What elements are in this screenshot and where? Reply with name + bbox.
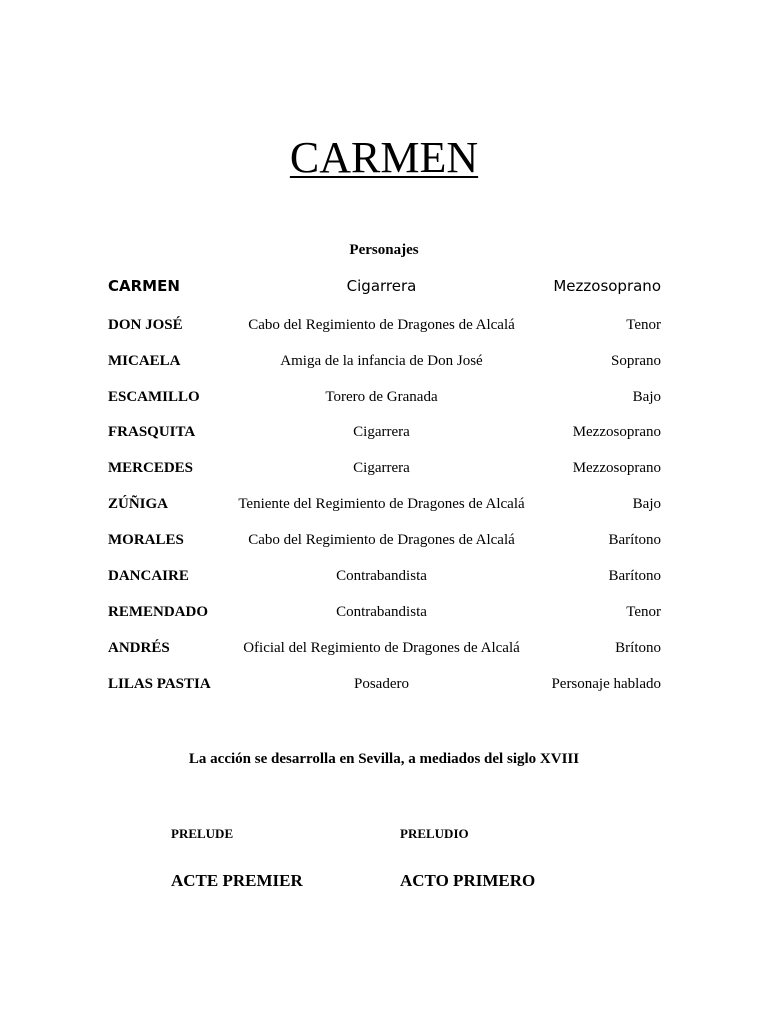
cast-row [108,421,661,443]
voice-type: Brítono [615,640,661,656]
character-role: Teniente del Regimiento de Dragones de Alcalá [238,496,525,512]
voice-type: Mezzosoprano [572,424,661,440]
character-name: ZÚÑIGA [108,496,169,512]
cast-row [108,637,661,659]
voice-type: Barítono [608,532,661,548]
character-name: DON JOSÉ [108,317,183,333]
voice-type: Soprano [611,353,661,369]
cast-row [108,275,661,297]
prelude-label-french: PRELUDE [171,826,234,841]
cast-row [108,529,661,551]
character-role: Cigarrera [353,424,410,440]
act-label-spanish: ACTO PRIMERO [400,871,536,890]
voice-type: Mezzosoprano [553,277,661,295]
voice-type: Barítono [608,568,661,584]
voice-type: Bajo [632,496,661,512]
voice-type: Tenor [626,317,661,333]
cast-row [108,350,661,372]
page-title: CARMEN [289,133,479,182]
character-name: REMENDADO [108,604,208,620]
cast-row [108,457,661,479]
character-role: Cabo del Regimiento de Dragones de Alcalá [248,317,515,333]
setting-note: La acción se desarrolla en Sevilla, a mediados del siglo XVIII [188,751,580,767]
character-name: MICAELA [108,353,181,369]
cast-row [108,565,661,587]
character-name: ESCAMILLO [108,389,200,405]
character-role: Cigarrera [353,460,410,476]
character-name: FRASQUITA [108,424,196,440]
voice-type: Bajo [632,389,661,405]
cast-row [108,314,661,336]
character-name: MERCEDES [108,460,194,476]
voice-type: Personaje hablado [551,676,661,692]
character-role: Amiga de la infancia de Don José [280,353,483,369]
character-name: LILAS PASTIA [108,676,211,692]
character-role: Oficial del Regimiento de Dragones de Alcalá [243,640,520,656]
character-role: Cigarrera [346,277,417,295]
character-role: Posadero [354,676,409,692]
character-role: Contrabandista [336,604,427,620]
voice-type: Mezzosoprano [572,460,661,476]
cast-row [108,673,661,695]
character-name: MORALES [108,532,184,548]
act-label-french: ACTE PREMIER [171,871,303,890]
cast-row [108,493,661,515]
character-name: DANCAIRE [108,568,189,584]
cast-heading: Personajes [349,242,419,258]
character-name: CARMEN [108,277,180,295]
cast-row [108,386,661,408]
character-name: ANDRÉS [108,640,170,656]
prelude-label-spanish: PRELUDIO [400,826,469,841]
voice-type: Tenor [626,604,661,620]
character-role: Torero de Granada [325,389,438,405]
cast-row [108,601,661,623]
character-role: Cabo del Regimiento de Dragones de Alcalá [248,532,515,548]
character-role: Contrabandista [336,568,427,584]
